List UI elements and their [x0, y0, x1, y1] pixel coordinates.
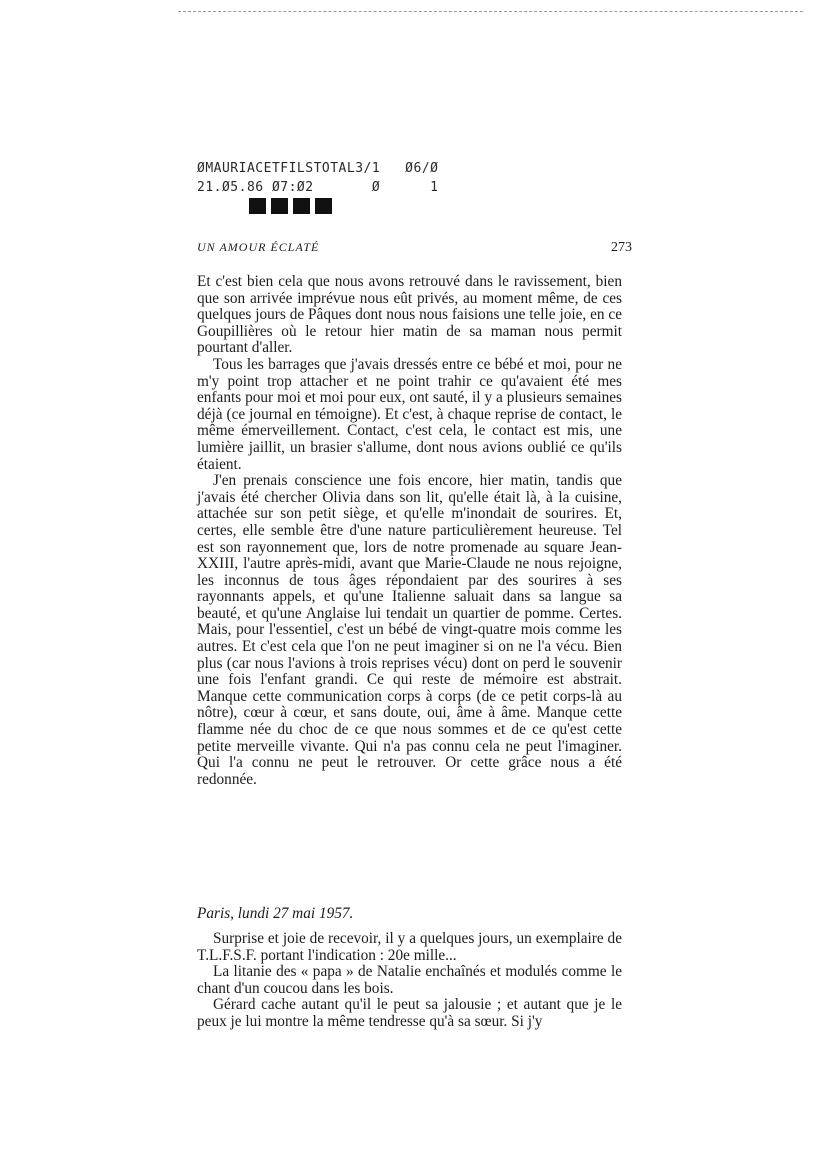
typeset-stamp-line-2: 21.Ø5.86 Ø7:Ø2 Ø 1	[197, 180, 439, 195]
entry-dateline: Paris, lundi 27 mai 1957.	[197, 905, 354, 922]
redaction-block	[249, 198, 266, 214]
paragraph: Tous les barrages que j'avais dressés entre ce bébé et moi, pour ne m'y point trop attacher et ne point trahir ce qu'avaient été mes enfants pour moi et moi pour eux, ont sauté, il y a plusieurs semaines déjà (ce journal en témoigne). Et c'est, à chaque reprise de contact, le même émerveillement. Contact, c'est cela, le contact est mis, une lumière jaillit, un brasier s'allume, dont nous avions oublié ce qu'ils étaient.	[197, 355, 622, 473]
redaction-block	[271, 198, 288, 214]
redaction-block	[315, 198, 332, 214]
running-title: UN AMOUR ÉCLATÉ	[197, 240, 320, 254]
journal-entry-body	[197, 274, 622, 788]
paragraph: J'en prenais conscience une fois encore, hier matin, tandis que j'avais été chercher Olivia dans son lit, qu'elle était là, à la cuisine, attachée sur son petit siège, et qu'elle m'inondait de sourires. Et, certes, elle semble être d'une nature particulièrement heureuse. Tel est son rayonnement que, lors de notre promenade au square Jean-XXIII, l'autre après-midi, avant que Marie-Claude ne nous rejoigne, les inconnus de tous âges répondaient par des sourires à ses rayonnants appels, et qu'une Italienne saluait dans sa langue sa beauté, et qu'une Anglaise lui tendait un quartier de pomme. Certes. Mais, pour l'essentiel, c'est un bébé de vingt-quatre mois comme les autres. Et c'est cela que l'on ne peut imaginer si on ne l'a vécu. Bien plus (car nous l'avions à trois reprises vécu) dont on perd le souvenir une fois l'enfant grandi. Ce qui reste de mémoire est abstrait. Manque cette communication corps à corps (de ce petit corps-là au nôtre), cœur à cœur, et sans doute, oui, âme à âme. Manque cette flamme née du choc de ce que nous sommes et de ce qu'est cette petite merveille vivante. Qui n'a pas connu cela ne peut l'imaginer. Qui l'a connu ne peut le retrouver. Or cette grâce nous a été redonnée.	[197, 472, 622, 788]
paragraph: Et c'est bien cela que nous avons retrouvé dans le ravissement, bien que son arrivée imprévue nous eût privés, au moment même, de ces quelques jours de Pâques dont nous nous faisions une telle joie, en ce Goupillières où le retour hier matin de sa maman nous permit pourtant d'aller.	[197, 273, 622, 357]
redaction-blocks	[249, 198, 332, 214]
running-head	[197, 240, 632, 256]
typeset-stamp-line-1: ØMAURIACETFILSTOTAL3/1 Ø6/Ø	[197, 161, 439, 176]
scan-edge-rule	[178, 11, 803, 12]
journal-entry-body-2	[197, 931, 622, 1031]
page-number: 273	[611, 240, 632, 255]
paragraph: Surprise et joie de recevoir, il y a quelques jours, un exemplaire de T.L.F.S.F. portant l'indication : 20e mille...	[197, 930, 622, 964]
paragraph: Gérard cache autant qu'il le peut sa jalousie ; et autant que je le peux je lui montre la même tendresse qu'à sa sœur. Si j'y	[197, 996, 622, 1030]
paragraph: La litanie des « papa » de Natalie enchaînés et modulés comme le chant d'un coucou dans les bois.	[197, 963, 622, 997]
redaction-block	[293, 198, 310, 214]
